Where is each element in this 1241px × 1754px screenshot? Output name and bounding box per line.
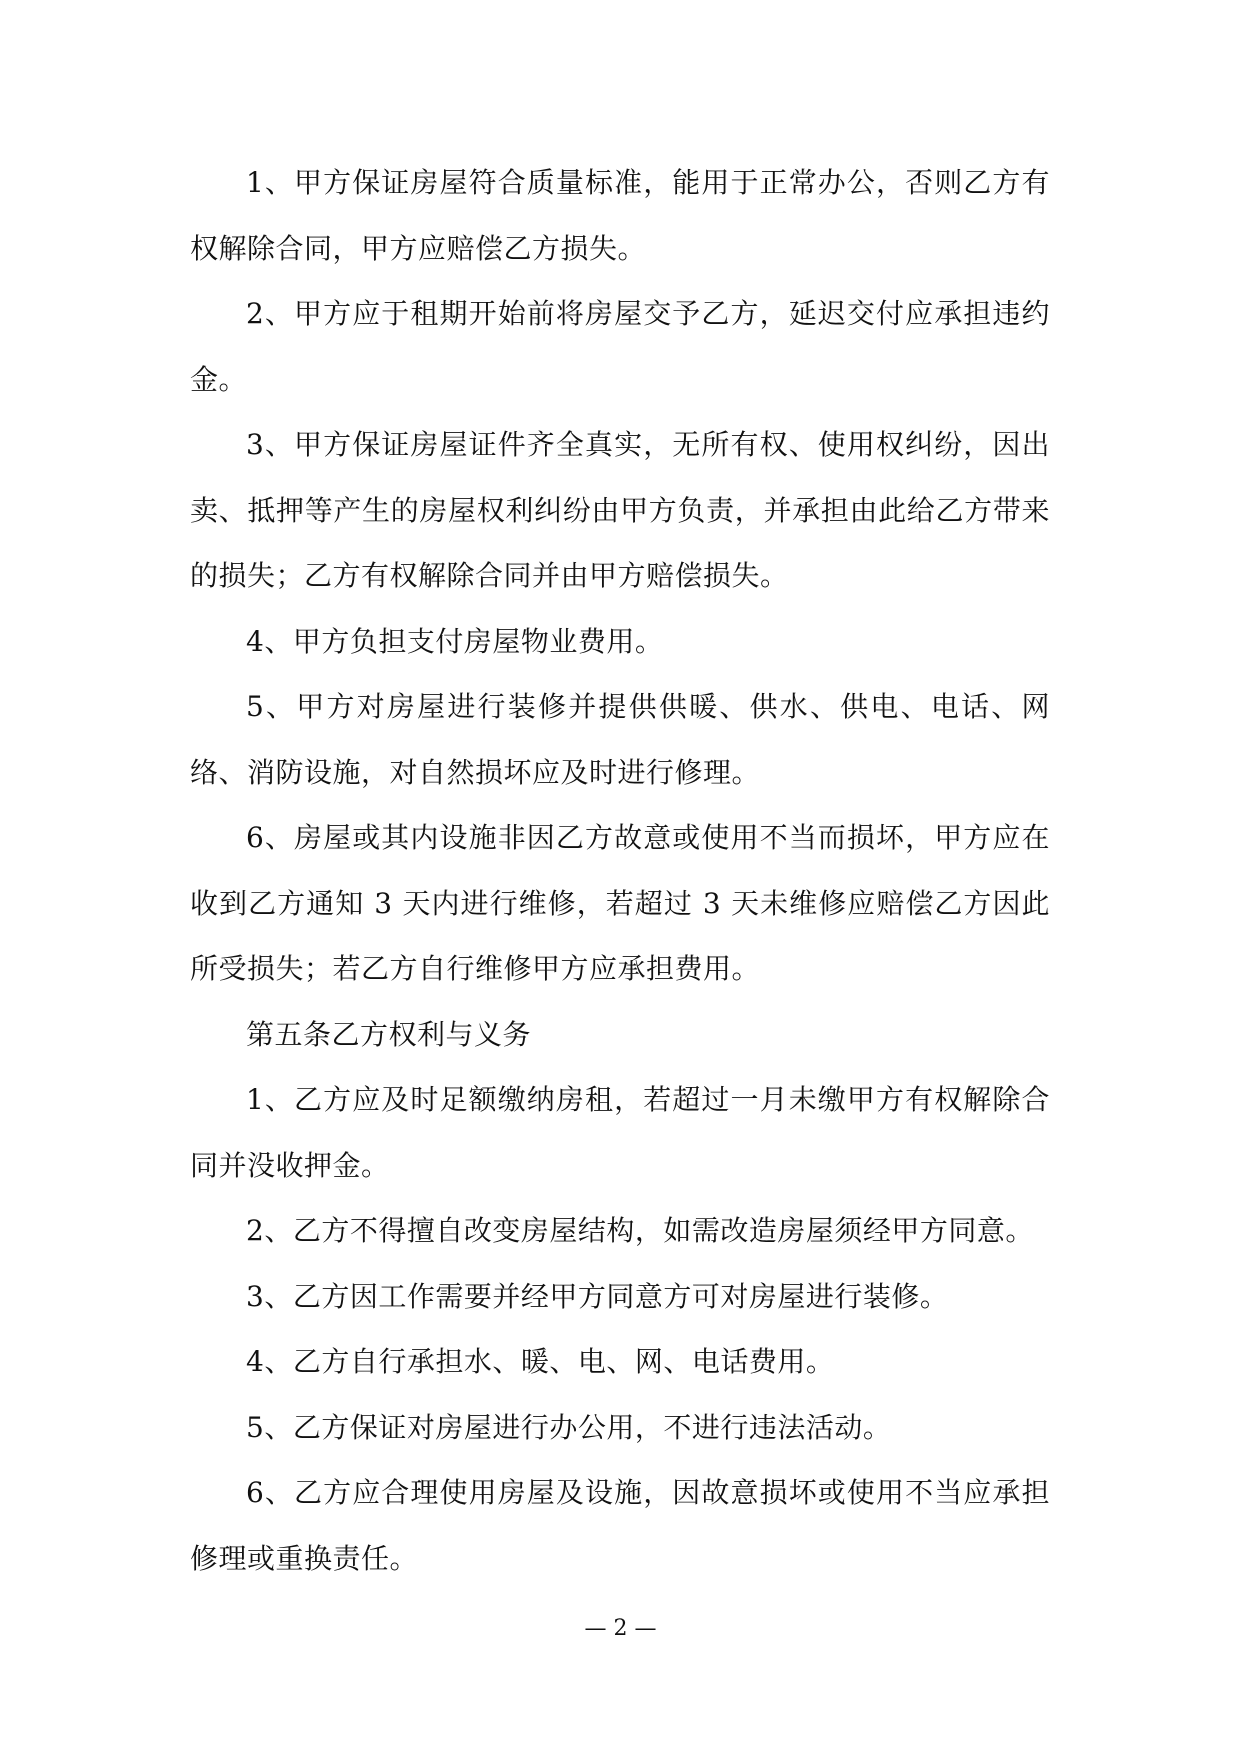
clause-landlord-2: 2、甲方应于租期开始前将房屋交予乙方，延迟交付应承担违约金。: [190, 297, 1050, 396]
clause-landlord-6: 6、房屋或其内设施非因乙方故意或使用不当而损坏，甲方应在收到乙方通知 3 天内进行维修，若超过 3 天未维修应赔偿乙方因此所受损失；若乙方自行维修甲方应承担费用。: [190, 821, 1050, 985]
clause-tenant-5: 5、乙方保证对房屋进行办公用，不进行违法活动。: [246, 1410, 892, 1444]
clause-tenant-3: 3、乙方因工作需要并经甲方同意方可对房屋进行装修。: [246, 1279, 949, 1313]
document-body: [190, 150, 1050, 1591]
clause-tenant-4: 4、乙方自行承担水、暖、电、网、电话费用。: [246, 1345, 835, 1378]
clause-tenant-6: 6、乙方应合理使用房屋及设施，因故意损坏或使用不当应承担修理或重换责任。: [190, 1476, 1050, 1575]
section-heading-article-5: 第五条乙方权利与义务: [246, 1017, 532, 1051]
clause-landlord-4: 4、甲方负担支付房屋物业费用。: [246, 624, 664, 658]
clause-landlord-3: 3、甲方保证房屋证件齐全真实，无所有权、使用权纠纷，因出卖、抵押等产生的房屋权利纠纷由甲方负责，并承担由此给乙方带来的损失；乙方有权解除合同并由甲方赔偿损失。: [190, 428, 1050, 592]
clause-landlord-1: 1、甲方保证房屋符合质量标准，能用于正常办公，否则乙方有权解除合同，甲方应赔偿乙方损失。: [190, 166, 1050, 265]
clause-tenant-1: 1、乙方应及时足额缴纳房租，若超过一月未缴甲方有权解除合同并没收押金。: [190, 1083, 1050, 1182]
page-number: — 2 —: [584, 1616, 657, 1641]
clause-tenant-2: 2、乙方不得擅自改变房屋结构，如需改造房屋须经甲方同意。: [246, 1214, 1034, 1247]
clause-landlord-5: 5、甲方对房屋进行装修并提供供暖、供水、供电、电话、网络、消防设施，对自然损坏应及时进行修理。: [190, 690, 1050, 789]
